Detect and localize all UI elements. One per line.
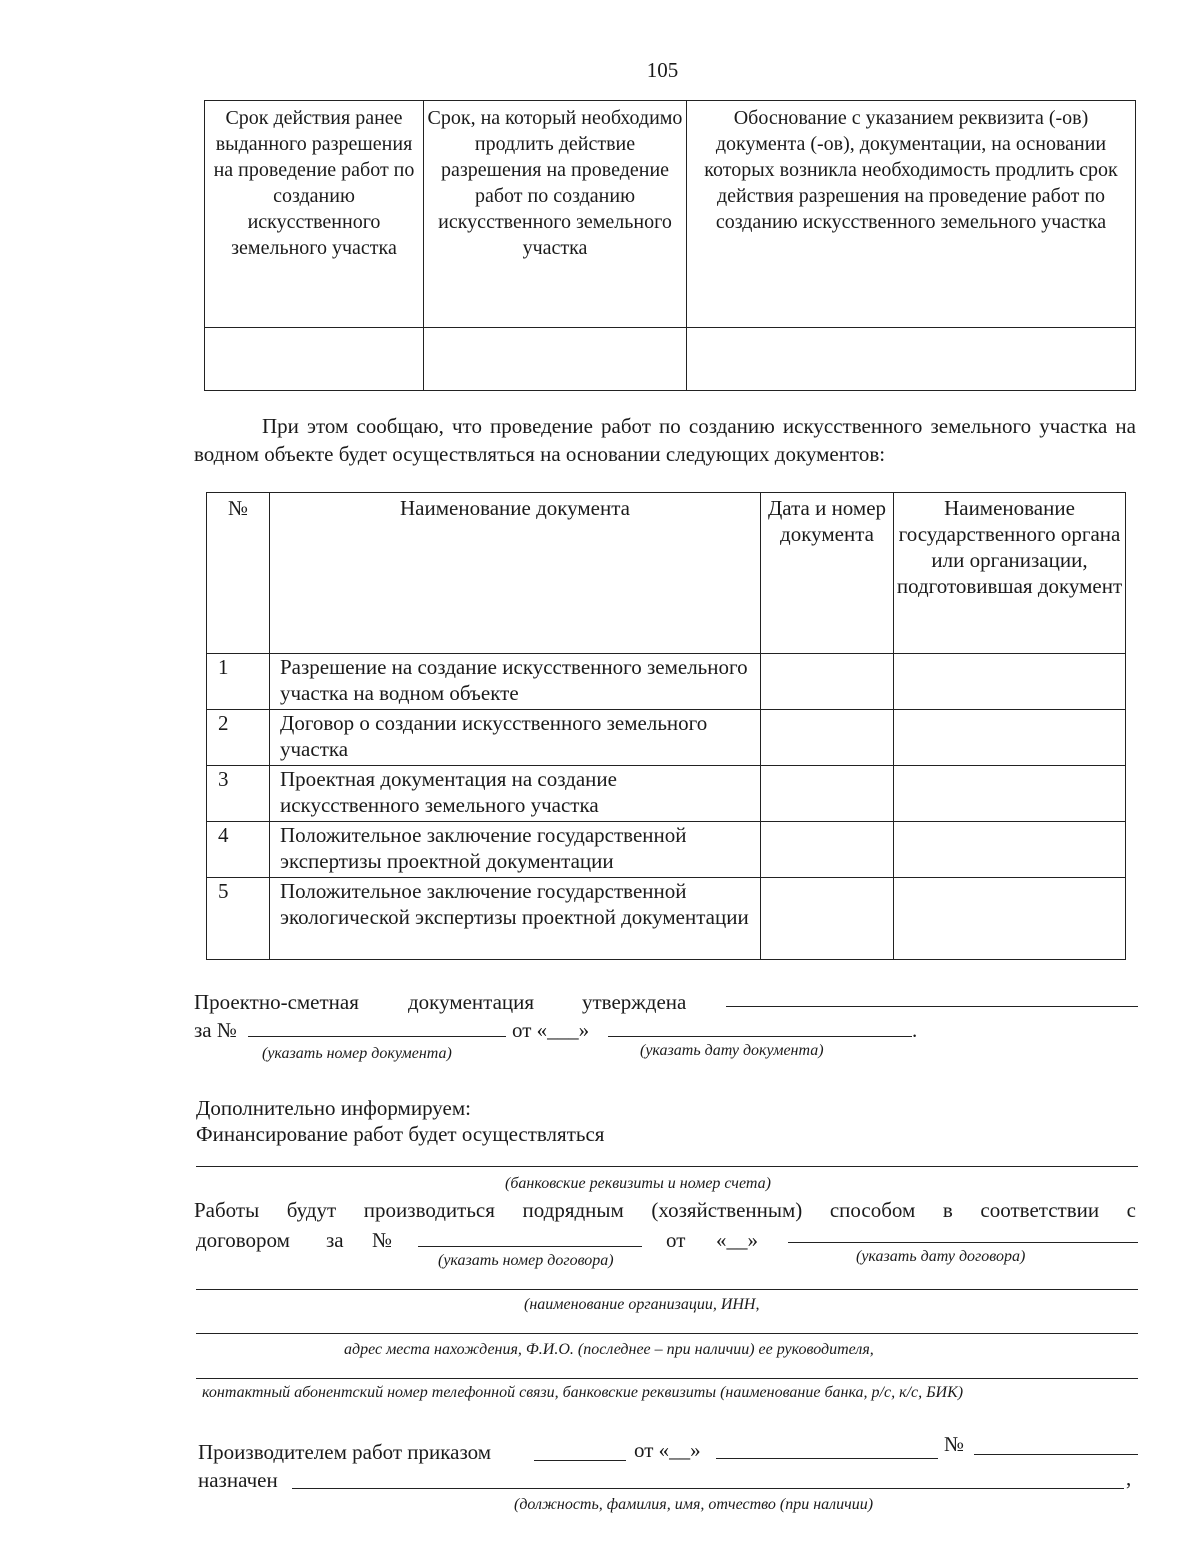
assignee-note: (должность, фамилия, имя, отчество (при наличии) — [514, 1496, 874, 1513]
intro-paragraph: При этом сообщаю, что проведение работ по созданию искусственного земельного участка на водном объекте будет осуществляться на основании следующих документов: — [194, 414, 1136, 466]
row-document-name: Договор о создании искусственного земельного участка — [270, 710, 761, 766]
row-organization-cell[interactable] — [894, 654, 1126, 710]
organization-line[interactable] — [196, 1289, 1138, 1290]
address-line[interactable] — [196, 1333, 1138, 1334]
row-document-name: Положительное заключение государственной экологической экспертизы проектной документации — [270, 878, 761, 960]
row-number: 2 — [207, 710, 270, 766]
row-organization-cell[interactable] — [894, 822, 1126, 878]
row-organization-cell[interactable] — [894, 710, 1126, 766]
row-organization-cell[interactable] — [894, 766, 1126, 822]
additional-heading: Дополнительно информируем: — [196, 1096, 471, 1120]
contact-note: контактный абонентский номер телефонной связи, банковские реквизиты (наименование банка, р/с, к/с, БИК) — [202, 1384, 964, 1401]
row-number: 3 — [207, 766, 270, 822]
order-line[interactable] — [534, 1460, 626, 1461]
row-document-name: Проектная документация на создание искусственного земельного участка — [270, 766, 761, 822]
contract-number-line[interactable] — [418, 1246, 642, 1247]
extension-table — [204, 100, 1136, 391]
psd-word-2: документация — [408, 990, 535, 1014]
contract-date-note: (указать дату договора) — [856, 1248, 1026, 1265]
header-extension-term: Срок, на который необходимо продлить действие разрешения на проведение работ по созданию искусственного земельного участка — [424, 101, 687, 328]
works-word-ot: от — [666, 1228, 686, 1252]
header-date-number: Дата и номер документа — [761, 493, 894, 654]
extension-table-empty-row — [205, 328, 1136, 391]
empty-cell[interactable] — [205, 328, 424, 391]
header-justification: Обоснование с указанием реквизита (-ов) документа (-ов), документации, на основании которых возникла необходимость продлить срок действия разрешения на проведение работ по созданию искусственного земельного участка — [687, 101, 1136, 328]
header-previous-term: Срок действия ранее выданного разрешения на проведение работ по созданию искусственного земельного участка — [205, 101, 424, 328]
psd-date-line[interactable] — [608, 1036, 912, 1037]
row-number: 1 — [207, 654, 270, 710]
psd-date-note: (указать дату документа) — [640, 1042, 824, 1059]
works-word-no: № — [372, 1228, 393, 1252]
assigned-comma: , — [1126, 1466, 1132, 1490]
bank-details-line[interactable] — [196, 1166, 1138, 1167]
psd-word-1: Проектно-сметная — [194, 990, 359, 1014]
psd-number-line[interactable] — [248, 1036, 506, 1037]
works-sentence: Работы будут производиться подрядным (хозяйственным) способом в соответствии с — [194, 1198, 1136, 1222]
producer-number-label: № — [944, 1432, 965, 1456]
works-date-brackets: «__» — [716, 1228, 758, 1252]
organization-note: (наименование организации, ИНН, — [524, 1296, 760, 1313]
row-date-cell[interactable] — [761, 654, 894, 710]
row-number: 4 — [207, 822, 270, 878]
row-organization-cell[interactable] — [894, 878, 1126, 960]
producer-text: Производителем работ приказом — [198, 1440, 492, 1464]
documents-table-header-row — [207, 493, 1126, 654]
works-word-dogovorom: договором — [196, 1228, 290, 1252]
documents-table — [206, 492, 1126, 960]
contact-line[interactable] — [196, 1378, 1138, 1379]
table-row — [207, 654, 1126, 710]
assigned-label: назначен — [198, 1468, 278, 1492]
table-row — [207, 878, 1126, 960]
row-date-cell[interactable] — [761, 822, 894, 878]
financing-text: Финансирование работ будет осуществляться — [196, 1122, 605, 1146]
address-note: адрес места нахождения, Ф.И.О. (последнее – при наличии) ее руководителя, — [344, 1341, 874, 1358]
row-document-name: Разрешение на создание искусственного земельного участка на водном объекте — [270, 654, 761, 710]
assignee-line[interactable] — [292, 1488, 1124, 1489]
psd-word-3: утверждена — [582, 990, 687, 1014]
row-date-cell[interactable] — [761, 710, 894, 766]
psd-number-note: (указать номер документа) — [262, 1045, 452, 1062]
row-number: 5 — [207, 878, 270, 960]
row-document-name: Положительное заключение государственной экспертизы проектной документации — [270, 822, 761, 878]
order-date-line[interactable] — [716, 1458, 938, 1459]
row-date-cell[interactable] — [761, 766, 894, 822]
contract-date-line[interactable] — [788, 1242, 1138, 1243]
row-date-cell[interactable] — [761, 878, 894, 960]
empty-cell[interactable] — [687, 328, 1136, 391]
contract-number-note: (указать номер договора) — [438, 1252, 614, 1269]
psd-approval-line[interactable] — [726, 1006, 1138, 1007]
header-number: № — [207, 493, 270, 654]
extension-table-header-row — [205, 101, 1136, 328]
works-word-za: за — [326, 1228, 344, 1252]
header-organization: Наименование государственного органа или организации, подготовившая документ — [894, 493, 1126, 654]
psd-period: . — [912, 1018, 918, 1042]
bank-details-note: (банковские реквизиты и номер счета) — [505, 1175, 771, 1192]
producer-date-label: от «__» — [634, 1438, 701, 1462]
table-row — [207, 822, 1126, 878]
table-row — [207, 766, 1126, 822]
psd-date-label: от «___» — [512, 1018, 590, 1042]
table-row — [207, 710, 1126, 766]
psd-number-label: за № — [194, 1018, 237, 1042]
empty-cell[interactable] — [424, 328, 687, 391]
page-number: 105 — [646, 58, 679, 82]
header-document-name: Наименование документа — [270, 493, 761, 654]
order-number-line[interactable] — [974, 1454, 1138, 1455]
